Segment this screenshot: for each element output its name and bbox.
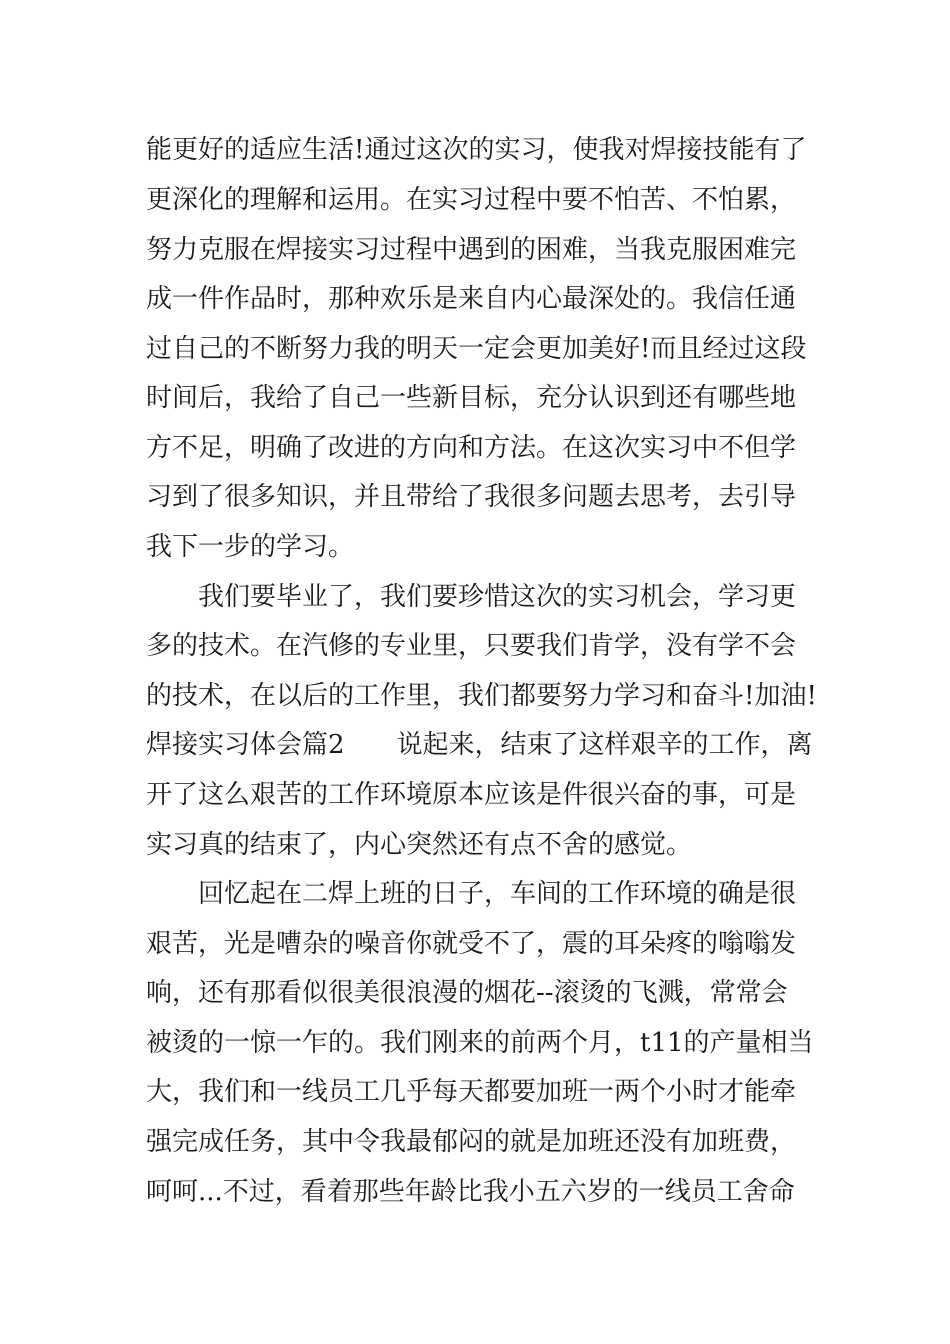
text-line: 的技术，在以后的工作里，我们都要努力学习和奋斗!加油! <box>146 681 817 711</box>
text-line: 强完成任务，其中令我最郁闷的就是加班还没有加班费， <box>146 1127 797 1157</box>
text-line: 习到了很多知识，并且带给了我很多问题去思考，去引导 <box>146 482 797 512</box>
text-line: 过自己的不断努力我的明天一定会更加美好!而且经过这段 <box>146 334 807 364</box>
text-line: 时间后，我给了自己一些新目标，充分认识到还有哪些地 <box>146 383 797 413</box>
text-line: 我下一步的学习。 <box>146 532 355 562</box>
text-line: 艰苦，光是嘈杂的噪音你就受不了，震的耳朵疼的嗡嗡发 <box>146 929 797 959</box>
text-line: 成一件作品时，那种欢乐是来自内心最深处的。我信任通 <box>146 284 797 314</box>
text-line: 响，还有那看似很美很浪漫的烟花--滚烫的飞溅，常常会 <box>146 978 788 1008</box>
text-line: 呵呵...不过，看着那些年龄比我小五六岁的一线员工舍命 <box>146 1177 795 1207</box>
text-line: 方不足，明确了改进的方向和方法。在这次实习中不但学 <box>146 433 797 463</box>
paragraph-first-line: 我们要毕业了，我们要珍惜这次的实习机会，学习更 <box>198 582 797 612</box>
text-line: 努力克服在焊接实习过程中遇到的困难，当我克服困难完 <box>146 235 797 265</box>
text-line: 被烫的一惊一乍的。我们刚来的前两个月，t11的产量相当 <box>146 1028 814 1058</box>
text-line: 更深化的理解和运用。在实习过程中要不怕苦、不怕累， <box>146 185 797 215</box>
text-line: 能更好的适应生活!通过这次的实习，使我对焊接技能有了 <box>146 135 807 165</box>
text-line: 实习真的结束了，内心突然还有点不舍的感觉。 <box>146 830 693 860</box>
paragraph-first-line: 回忆起在二焊上班的日子，车间的工作环境的确是很 <box>198 879 797 909</box>
text-line: 大，我们和一线员工几乎每天都要加班一两个小时才能牵 <box>146 1077 797 1107</box>
text-line: 多的技术。在汽修的专业里，只要我们肯学，没有学不会 <box>146 631 797 661</box>
section-heading-line: 焊接实习体会篇2 说起来，结束了这样艰辛的工作，离 <box>146 730 813 760</box>
text-line: 开了这么艰苦的工作环境原本应该是件很兴奋的事，可是 <box>146 780 797 810</box>
